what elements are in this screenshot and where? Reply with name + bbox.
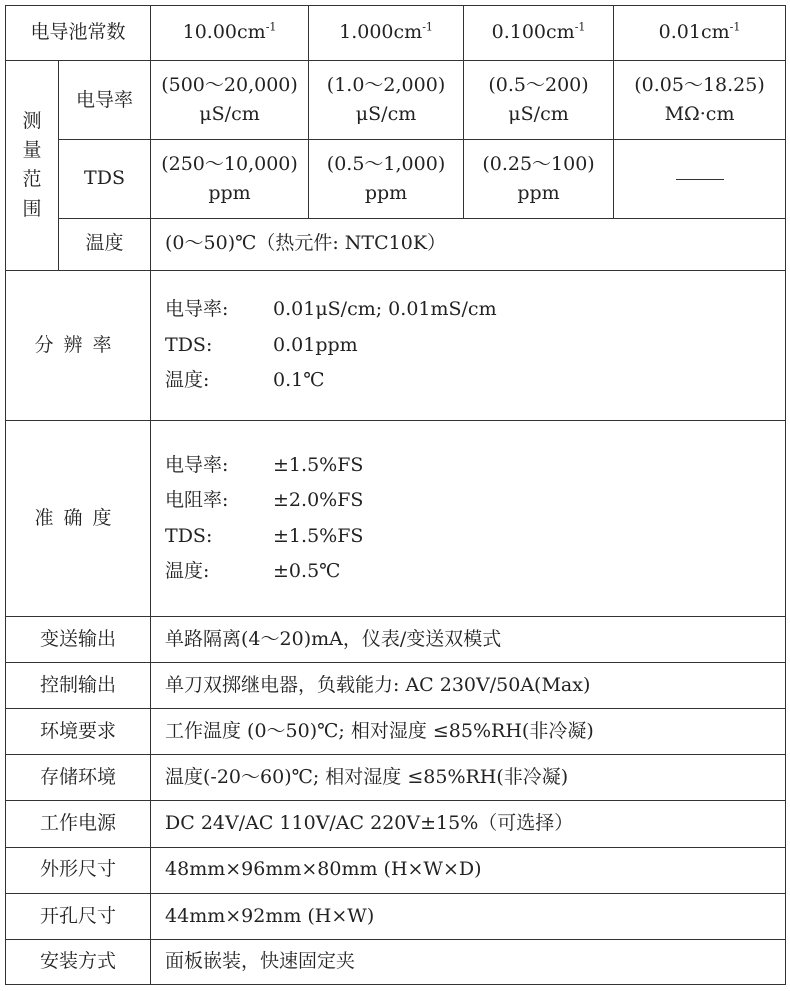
tds-range-3: (0.25～100) ppm [464,140,614,218]
range-temperature-row [6,218,786,270]
spec-row-control [6,662,786,708]
spec-value: 面板嵌装，快速固定夹 [151,939,786,984]
cell-constant-label: 电导池常数 [6,6,151,61]
accuracy-item: TDS: ±1.5%FS [165,524,364,547]
cell-constant-4: $0.01cm^{-1}$ [614,6,786,61]
range-tds-row [6,140,786,218]
accuracy-item: 电阻率: ±2.0%FS [165,489,364,512]
accuracy-row [6,421,786,617]
tds-range-4-empty [614,140,786,218]
spec-label: 安装方式 [6,939,151,984]
conductivity-range-3: (0.5～200) μS/cm [464,61,614,140]
spec-value: 单路隔离(4～20)mA，仪表/变送双模式 [151,616,786,662]
tds-label: TDS [59,140,151,218]
conductivity-range-1: (500～20,000) μS/cm [151,61,309,140]
spec-row-storage [6,755,786,801]
cell-constant-1: $10.00cm^{-1}$ [151,6,309,61]
temperature-range: (0～50)℃（热元件: NTC10K） [151,218,786,270]
spec-label: 变送输出 [6,616,151,662]
spec-row-cutout [6,893,786,939]
spec-value: 48mm×96mm×80mm (H×W×D) [151,847,786,893]
spec-value: 单刀双掷继电器，负载能力: AC 230V/50A(Max) [151,662,786,708]
temperature-label: 温度 [59,218,151,270]
resolution-item: 电导率: 0.01μS/cm; 0.01mS/cm [165,298,497,321]
conductivity-range-2: (1.0～2,000) μS/cm [309,61,464,140]
spec-label: 工作电源 [6,801,151,847]
conductivity-label: 电导率 [59,61,151,140]
resolution-item: 温度: 0.1℃ [165,369,325,392]
spec-value: 温度(-20～60)℃; 相对湿度 ≤85%RH(非冷凝) [151,755,786,801]
resolution-item: TDS: 0.01ppm [165,333,358,356]
spec-row-output [6,616,786,662]
spec-table [5,5,786,985]
tds-range-1: (250～10,000) ppm [151,140,309,218]
cell-constant-3: $0.100cm^{-1}$ [464,6,614,61]
spec-row-environment [6,709,786,755]
spec-value: DC 24V/AC 110V/AC 220V±15%（可选择） [151,801,786,847]
measurement-range-label: 测 量 范 围 [6,61,59,271]
header-row [6,6,786,61]
spec-label: 外形尺寸 [6,847,151,893]
spec-row-power [6,801,786,847]
accuracy-label: 准确度 [6,421,151,617]
spec-label: 控制输出 [6,662,151,708]
accuracy-values [151,421,786,617]
spec-value: 工作温度 (0～50)℃; 相对湿度 ≤85%RH(非冷凝) [151,709,786,755]
accuracy-item: 温度: ±0.5℃ [165,559,341,582]
spec-label: 存储环境 [6,755,151,801]
spec-row-dimensions [6,847,786,893]
spec-value: 44mm×92mm (H×W) [151,893,786,939]
resolution-label: 分辨率 [6,270,151,420]
range-conductivity-row [6,61,786,140]
accuracy-item: 电导率: ±1.5%FS [165,453,364,476]
spec-row-mounting [6,939,786,984]
dash-placeholder [676,179,724,180]
spec-label: 环境要求 [6,709,151,755]
tds-range-2: (0.5～1,000) ppm [309,140,464,218]
resolution-row [6,270,786,420]
spec-label: 开孔尺寸 [6,893,151,939]
conductivity-range-4: (0.05～18.25) MΩ·cm [614,61,786,140]
cell-constant-2: $1.000cm^{-1}$ [309,6,464,61]
resolution-values [151,270,786,420]
